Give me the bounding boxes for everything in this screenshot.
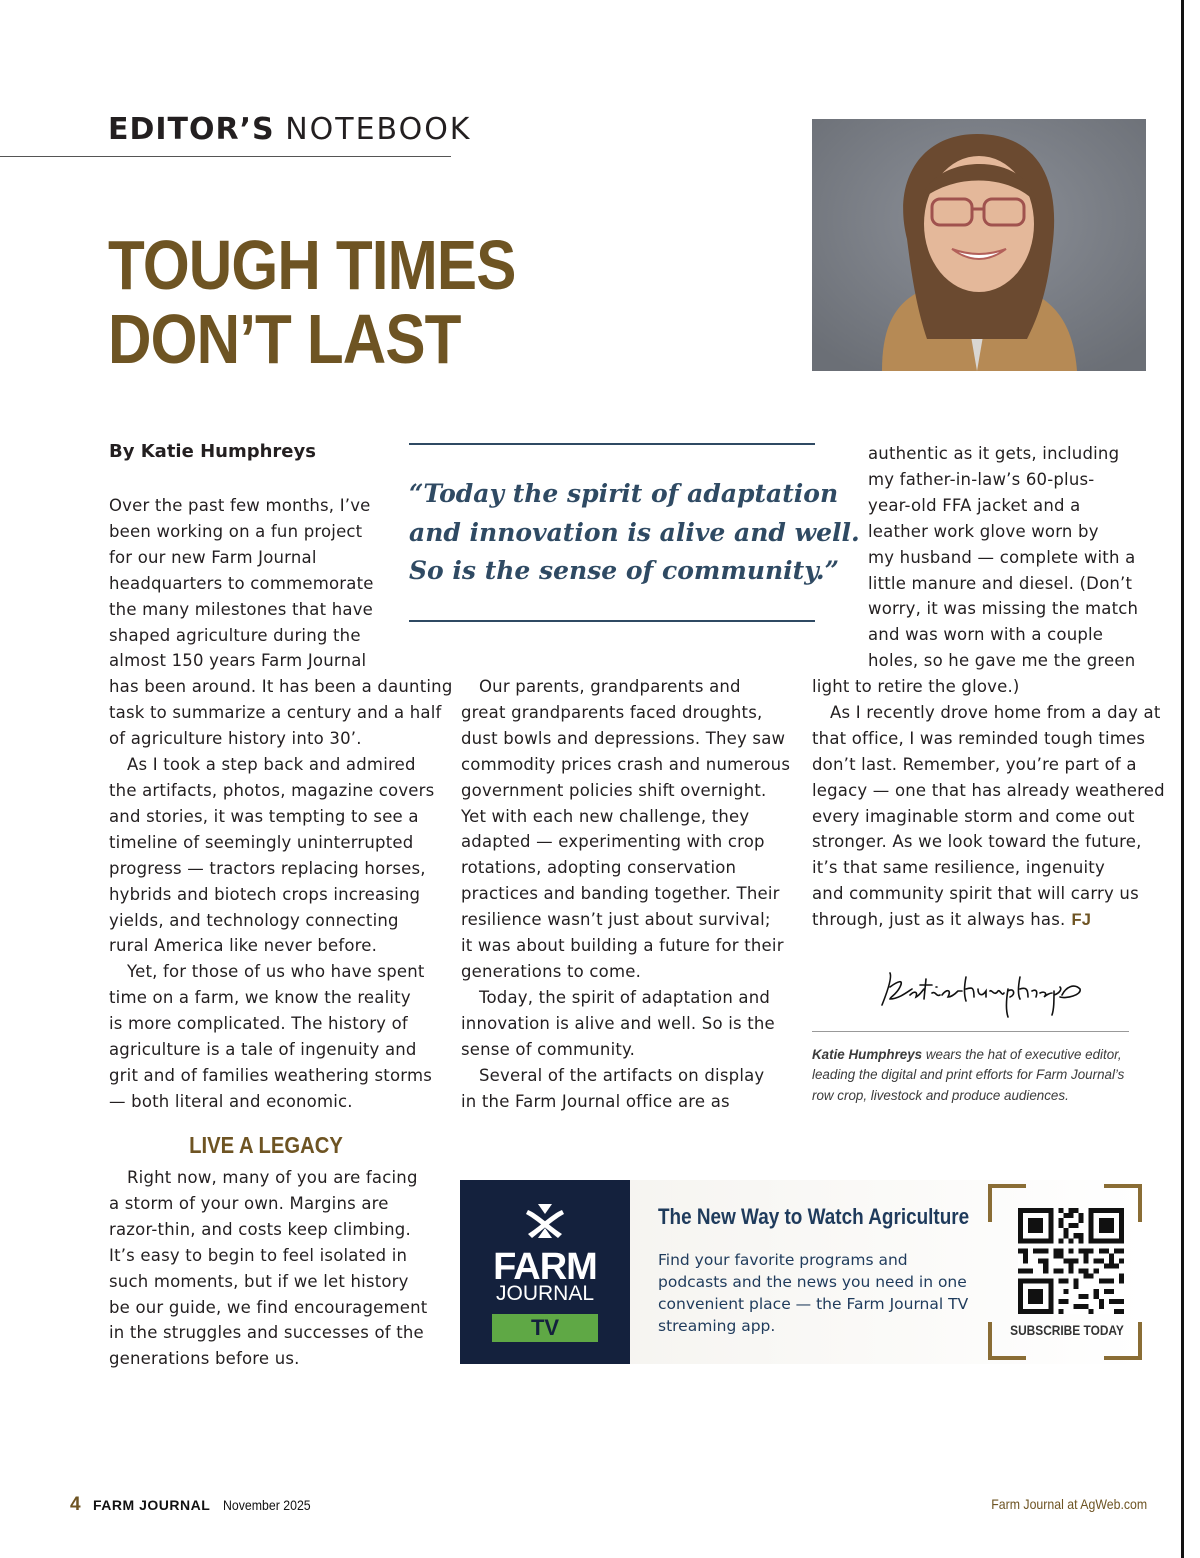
text-line: adapted — experimenting with crop bbox=[461, 832, 765, 852]
text-line: that office, I was reminded tough times bbox=[812, 728, 1146, 748]
article-column-3-top bbox=[868, 441, 1138, 674]
text-line: such moments, but if we let history bbox=[109, 1271, 409, 1291]
text-line: is more complicated. The history of bbox=[109, 1014, 408, 1034]
section-label bbox=[108, 112, 471, 147]
pullquote-line: “Today the spirit of adaptation bbox=[409, 479, 839, 508]
text-line: grit and of families weathering storms bbox=[109, 1065, 433, 1085]
author-bio bbox=[812, 1045, 1142, 1106]
paragraph bbox=[109, 752, 453, 959]
bio-rule bbox=[812, 1031, 1129, 1032]
bio-line: leading the digital and print efforts for Farm Journal’s bbox=[812, 1067, 1125, 1083]
issue-date: November 2025 bbox=[222, 1497, 311, 1513]
text-line: rural America like never before. bbox=[109, 936, 378, 956]
qr-code-icon[interactable] bbox=[1018, 1208, 1124, 1314]
text-line: for our new Farm Journal bbox=[109, 547, 317, 567]
headline-line-1: TOUGH TIMES bbox=[108, 226, 516, 304]
page-edge-bar bbox=[1181, 0, 1184, 1558]
text-line: stronger. As we look toward the future, bbox=[812, 832, 1142, 852]
logo-farm-text: FARM bbox=[493, 1246, 597, 1288]
paragraph bbox=[109, 1165, 427, 1372]
text-line: the artifacts, photos, magazine covers bbox=[109, 780, 435, 800]
article-column-1-continued bbox=[109, 1165, 427, 1372]
text-line: task to summarize a century and a half bbox=[109, 703, 442, 723]
text-line bbox=[812, 907, 1165, 934]
text-line: — both literal and economic. bbox=[109, 1091, 353, 1111]
ad-text-line: Find your favorite programs and bbox=[658, 1251, 908, 1269]
paragraph bbox=[461, 1063, 790, 1115]
text-line: be our guide, we find encouragement bbox=[109, 1297, 428, 1317]
section-label-light: NOTEBOOK bbox=[285, 112, 472, 147]
ad-title: The New Way to Watch Agriculture bbox=[658, 1204, 970, 1229]
section-label-bold: EDITOR’S bbox=[108, 112, 275, 147]
pullquote-line: and innovation is alive and well. bbox=[409, 517, 860, 547]
text-line: has been around. It has been a daunting bbox=[109, 677, 453, 697]
text-line: holes, so he gave me the green bbox=[868, 651, 1136, 671]
text-line: my father-in-law’s 60-plus- bbox=[868, 469, 1095, 489]
magazine-name: FARM JOURNAL bbox=[93, 1497, 211, 1513]
text-line: hybrids and biotech crops increasing bbox=[109, 884, 421, 904]
page-footer-left bbox=[70, 1494, 322, 1516]
article-column-3 bbox=[812, 674, 1165, 934]
ad-text-line: streaming app. bbox=[658, 1317, 776, 1335]
text-line: in the struggles and successes of the bbox=[109, 1323, 424, 1343]
website-credit: Farm Journal at AgWeb.com bbox=[991, 1496, 1147, 1512]
text-line: progress — tractors replacing horses, bbox=[109, 858, 426, 878]
paragraph bbox=[812, 674, 1165, 700]
article-column-2 bbox=[461, 674, 790, 1114]
farm-journal-tv-logo bbox=[460, 1180, 630, 1364]
ad-text-line: podcasts and the news you need in one bbox=[658, 1273, 967, 1291]
text-line: almost 150 years Farm Journal bbox=[109, 651, 367, 671]
text-line: headquarters to commemorate bbox=[109, 573, 374, 593]
pullquote-rule-bottom bbox=[409, 620, 815, 622]
text-line: practices and banding together. Their bbox=[461, 884, 780, 904]
text-line: great grandparents faced droughts, bbox=[461, 702, 763, 722]
subscribe-today-link[interactable]: SUBSCRIBE TODAY bbox=[1010, 1322, 1124, 1338]
last-line-text: through, just as it always has. bbox=[812, 910, 1066, 930]
text-line: commodity prices crash and numerous bbox=[461, 754, 791, 774]
text-line: Yet, for those of us who have spent bbox=[127, 962, 425, 982]
bio-line: row crop, livestock and produce audiences. bbox=[812, 1087, 1069, 1103]
headline-line-2: DON’T LAST bbox=[108, 300, 461, 378]
headline bbox=[108, 228, 516, 376]
text-line: of agriculture history into 30’. bbox=[109, 729, 362, 749]
ad-body bbox=[658, 1249, 968, 1337]
text-line: As I took a step back and admired bbox=[127, 755, 416, 775]
paragraph bbox=[109, 959, 453, 1114]
text-line: shaped agriculture during the bbox=[109, 625, 361, 645]
text-line: Yet with each new challenge, they bbox=[461, 806, 750, 826]
text-line: Our parents, grandparents and bbox=[479, 677, 741, 696]
text-line: Several of the artifacts on display bbox=[479, 1065, 765, 1085]
ad-text-line: convenient place — the Farm Journal TV bbox=[658, 1295, 969, 1313]
text-line: timeline of seemingly uninterrupted bbox=[109, 832, 414, 852]
text-line: my husband — complete with a bbox=[868, 547, 1136, 567]
paragraph bbox=[109, 493, 453, 752]
text-line: Over the past few months, I’ve bbox=[109, 496, 371, 515]
text-line: the many milestones that have bbox=[109, 599, 374, 619]
text-line: government policies shift overnight. bbox=[461, 780, 767, 800]
pullquote bbox=[409, 475, 860, 591]
text-line: generations before us. bbox=[109, 1349, 300, 1369]
text-line: It’s easy to begin to feel isolated in bbox=[109, 1245, 408, 1265]
bio-text: wears the hat of executive editor, bbox=[922, 1047, 1122, 1062]
pullquote-line: So is the sense of community.” bbox=[409, 556, 839, 585]
text-line: little manure and diesel. (Don’t bbox=[868, 573, 1133, 593]
text-line: worry, it was missing the match bbox=[868, 599, 1139, 619]
text-line: dust bowls and depressions. They saw bbox=[461, 728, 786, 748]
text-line: innovation is alive and well. So is the bbox=[461, 1013, 775, 1033]
text-line: generations to come. bbox=[461, 961, 642, 981]
section-rule bbox=[0, 156, 451, 157]
signature-image bbox=[870, 965, 1090, 1025]
logo-tv-badge: TV bbox=[492, 1314, 598, 1342]
text-line: it was about building a future for their bbox=[461, 936, 784, 956]
text-line: and was worn with a couple bbox=[868, 625, 1104, 645]
author-photo bbox=[812, 119, 1146, 371]
paragraph bbox=[812, 700, 1165, 934]
text-line: Right now, many of you are facing bbox=[127, 1168, 418, 1187]
text-line: sense of community. bbox=[461, 1039, 636, 1059]
paragraph bbox=[461, 674, 790, 985]
text-line: and stories, it was tempting to see a bbox=[109, 806, 419, 826]
paragraph bbox=[461, 985, 790, 1063]
paragraph bbox=[868, 441, 1138, 674]
article-column-1 bbox=[109, 493, 453, 1115]
bio-name: Katie Humphreys bbox=[812, 1047, 923, 1062]
text-line: and community spirit that will carry us bbox=[812, 884, 1139, 904]
text-line: time on a farm, we know the reality bbox=[109, 988, 411, 1008]
text-line: light to retire the glove.) bbox=[812, 677, 1020, 696]
farm-journal-emblem-icon bbox=[522, 1200, 568, 1242]
text-line: yields, and technology connecting bbox=[109, 910, 399, 930]
text-line: been working on a fun project bbox=[109, 521, 363, 541]
text-line: authentic as it gets, including bbox=[868, 444, 1120, 463]
text-line: As I recently drove home from a day at bbox=[830, 702, 1161, 722]
farm-journal-tv-ad[interactable] bbox=[460, 1180, 1146, 1364]
text-line: year-old FFA jacket and a bbox=[868, 495, 1081, 515]
text-line: resilience wasn’t just about survival; bbox=[461, 910, 771, 930]
text-line: razor-thin, and costs keep climbing. bbox=[109, 1219, 411, 1239]
page-number: 4 bbox=[70, 1494, 81, 1515]
text-line: it’s that same resilience, ingenuity bbox=[812, 858, 1105, 878]
text-line: Today, the spirit of adaptation and bbox=[479, 987, 771, 1007]
subhead-live-a-legacy: LIVE A LEGACY bbox=[189, 1132, 343, 1158]
text-line: every imaginable storm and come out bbox=[812, 806, 1135, 826]
text-line: rotations, adopting conservation bbox=[461, 858, 737, 878]
pullquote-rule-top bbox=[409, 443, 815, 445]
byline: By Katie Humphreys bbox=[109, 441, 316, 462]
fj-end-mark: FJ bbox=[1071, 911, 1092, 930]
logo-journal-text: JOURNAL bbox=[495, 1282, 595, 1305]
bio-line bbox=[812, 1045, 1142, 1065]
text-line: agriculture is a tale of ingenuity and bbox=[109, 1040, 417, 1060]
text-line: in the Farm Journal office are as bbox=[461, 1091, 730, 1111]
text-line: don’t last. Remember, you’re part of a bbox=[812, 754, 1137, 774]
text-line: a storm of your own. Margins are bbox=[109, 1193, 389, 1213]
text-line: leather work glove worn by bbox=[868, 521, 1099, 541]
text-line: legacy — one that has already weathered bbox=[812, 780, 1165, 800]
